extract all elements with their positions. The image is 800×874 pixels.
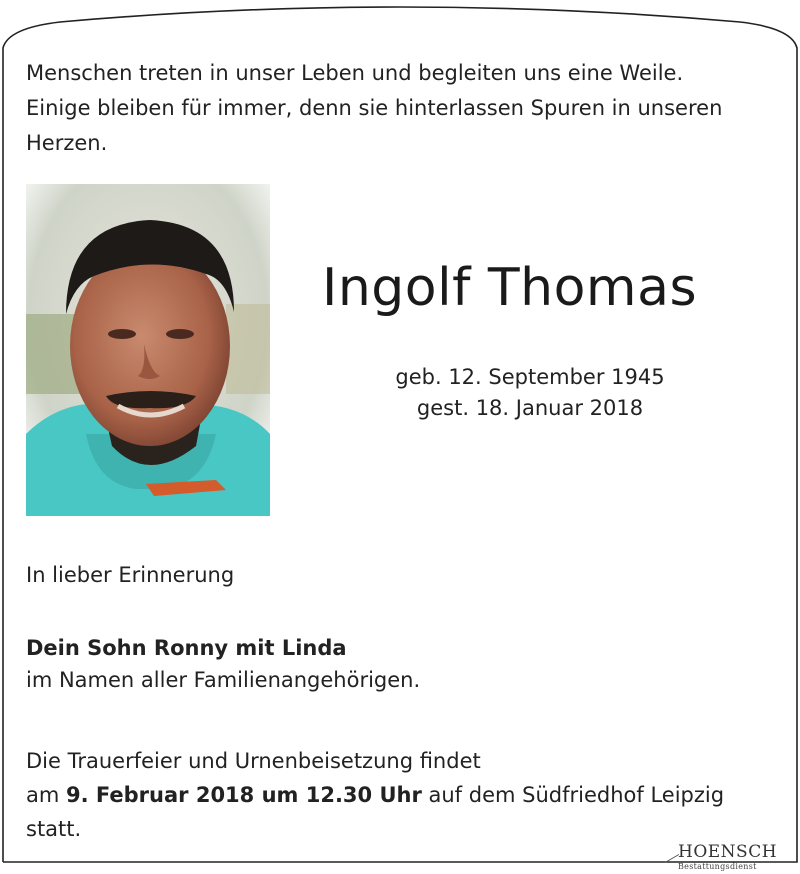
quote-line-1: Menschen treten in unser Leben und begleiten uns eine Weile. [26,61,684,85]
service-line-1: Die Trauerfeier und Urnenbeisetzung findet [26,749,481,773]
deceased-name: Ingolf Thomas [322,258,698,318]
memorial-quote [26,56,776,161]
service-pre: am [26,783,67,807]
service-place: auf dem Südfriedhof Leipzig [421,783,725,807]
quote-line-3: Herzen. [26,131,108,155]
logo-name: HOENSCH [678,842,778,862]
service-line-2 [26,778,766,812]
service-datetime: 9. Februar 2018 um 12.30 Uhr [66,783,422,807]
memory-line: In lieber Erinnerung [26,563,235,587]
funeral-home-logo [664,842,778,872]
service-line-3: statt. [26,817,82,841]
death-date: gest. 18. Januar 2018 [416,396,644,420]
portrait-photo [26,184,270,516]
service-info [26,744,766,846]
family-signature [26,632,420,696]
logo-subtitle: Bestattungsdienst [678,862,757,871]
family-note: im Namen aller Familienangehörigen. [26,668,421,692]
quote-line-2: Einige bleiben für immer, denn sie hinterlassen Spuren in unseren [26,96,723,120]
signer-name: Dein Sohn Ronny mit Linda [26,636,347,660]
life-dates [380,362,680,424]
birth-date: geb. 12. September 1945 [395,365,665,389]
